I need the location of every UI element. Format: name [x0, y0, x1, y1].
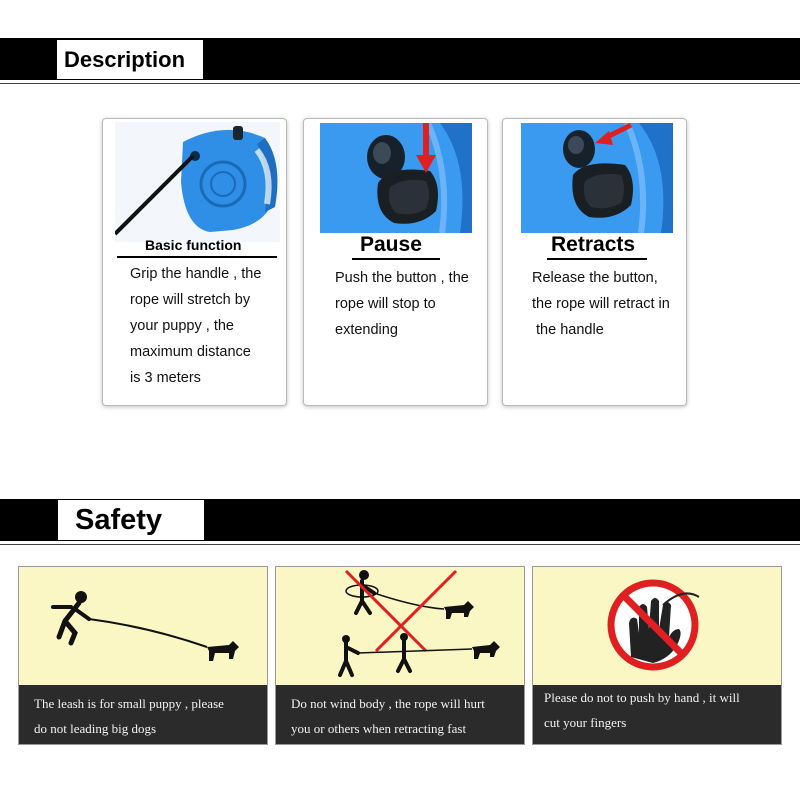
- pause-underline: [352, 258, 440, 260]
- safety-card-big-dogs: [18, 566, 268, 745]
- safety-caption-no-hand: Please do not to push by hand , it will cut your fingers: [533, 685, 782, 745]
- no-hand-prohibition-icon: [533, 567, 782, 685]
- retracts-text: Release the button, the rope will retract in the handle: [532, 270, 670, 338]
- pause-button-photo: [320, 123, 472, 233]
- person-pulled-by-dog-illustration: [19, 567, 268, 685]
- retracts-card: [502, 118, 687, 406]
- retracts-underline: [547, 258, 647, 260]
- safety-caption-big-dogs: The leash is for small puppy , please do not leading big dogs: [19, 685, 268, 745]
- description-banner-rule: [0, 83, 800, 84]
- leash-handle-photo: [115, 122, 280, 242]
- safety-heading: Safety: [57, 499, 205, 541]
- pause-title: Pause: [360, 233, 422, 256]
- wound-rope-crossed-illustration: [276, 567, 525, 685]
- safety-card-wind-body: [275, 566, 525, 745]
- basic-function-text: Grip the handle , the rope will stretch by your puppy , the maximum distance is 3 meters: [130, 266, 262, 386]
- safety-banner-rule: [0, 544, 800, 545]
- retracts-title: Retracts: [551, 233, 636, 256]
- safety-caption-wind-body: Do not wind body , the rope will hurt you or others when retracting fast: [276, 685, 525, 745]
- retract-button-photo: [521, 123, 673, 233]
- pause-text: Push the button , the rope will stop to extending: [335, 270, 469, 338]
- safety-card-no-hand: [532, 566, 782, 745]
- description-heading: Description: [56, 39, 204, 80]
- basic-function-title: Basic function: [145, 237, 242, 253]
- basic-function-card: [102, 118, 287, 406]
- pause-card: [303, 118, 488, 406]
- basic-function-underline: [117, 256, 277, 258]
